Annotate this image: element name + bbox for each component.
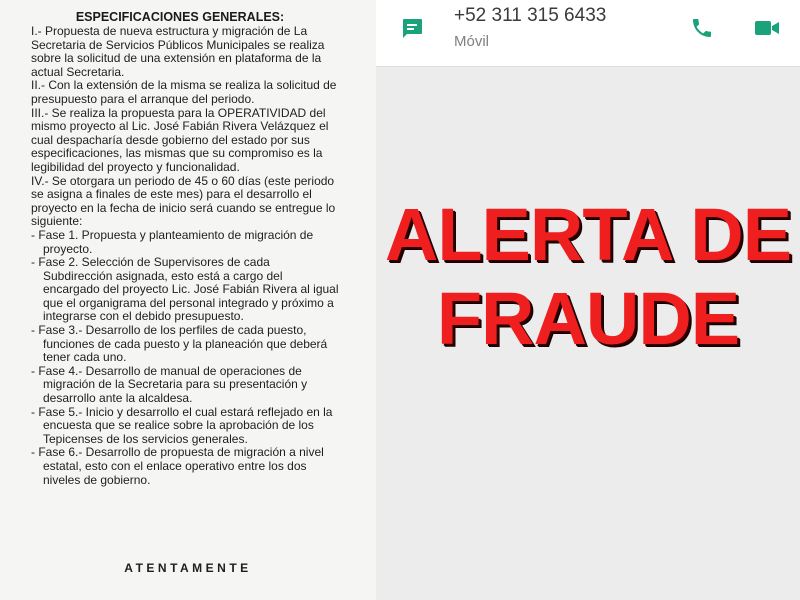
paragraph-4: IV.- Se otorgara un periodo de 45 o 60 días (este periodo se asigna a finales de este mes) para el desarrollo el proyecto en la fecha de inicio será cuando se entregue lo siguiente: (31, 173, 336, 229)
contact-type: Móvil (454, 33, 490, 50)
contact-header (376, 0, 800, 67)
paragraph-1: I.- Propuesta de nueva estructura y migración de La Secretaria de Servicios Públicos Municipales se realiza sobre la solicitud de una extensión en plataforma de la actual Secretaria. (31, 24, 325, 79)
paragraph-2: II.- Con la extensión de la misma se realiza la solicitud de presupuesto para el arranque del periodo. (31, 78, 337, 106)
phase-6: - Fase 6.- Desarrollo de propuesta de migración a nivel estatal, esto con el enlace operativo entre los dos niveles de gobierno. (31, 445, 324, 487)
video-call-icon[interactable] (754, 17, 780, 39)
document-body (31, 25, 341, 487)
contact-number: +52 311 315 6433 (454, 5, 607, 26)
phase-1: - Fase 1. Propuesta y planteamiento de migración de proyecto. (31, 227, 314, 256)
message-icon[interactable] (400, 16, 424, 40)
phone-screen (376, 0, 800, 600)
alert-line-1: ALERTA DE (384, 193, 792, 276)
fraud-alert-overlay (376, 193, 800, 361)
phase-2: - Fase 2. Selección de Supervisores de cada Subdirección asignada, esto está a cargo del encargado del proyecto Lic. José Fabián Rivera al igual que el organigrama del personal integrado y próximo a integrarse con el debido presupuesto. (31, 255, 339, 324)
phase-3: - Fase 3.- Desarrollo de los perfiles de cada puesto, funciones de cada puesto y la planeación que deberá tener cada uno. (31, 323, 328, 365)
phone-call-icon[interactable] (690, 16, 714, 40)
document-panel (0, 0, 376, 600)
alert-line-2: FRAUDE (436, 277, 740, 360)
phase-4: - Fase 4.- Desarrollo de manual de operaciones de migración de la Secretaria para su presentación y desarrollo ante la alcaldesa. (31, 363, 308, 406)
document-signoff: ATENTAMENTE (124, 561, 252, 575)
paragraph-3: III.- Se realiza la propuesta para la OPERATIVIDAD del mismo proyecto al Lic. José Fabián Rivera Velázquez el cual despacharía desde gobierno del estado por sus especificaciones, las mismas que su compromiso es la legibilidad del proyecto y funcionalidad. (31, 105, 329, 174)
phase-5: - Fase 5.- Inicio y desarrollo el cual estará reflejado en la encuesta que se realice sobre la aprobación de los Tepicenses de los servicios generales. (31, 404, 333, 446)
document-title: ESPECIFICACIONES GENERALES: (75, 10, 285, 24)
